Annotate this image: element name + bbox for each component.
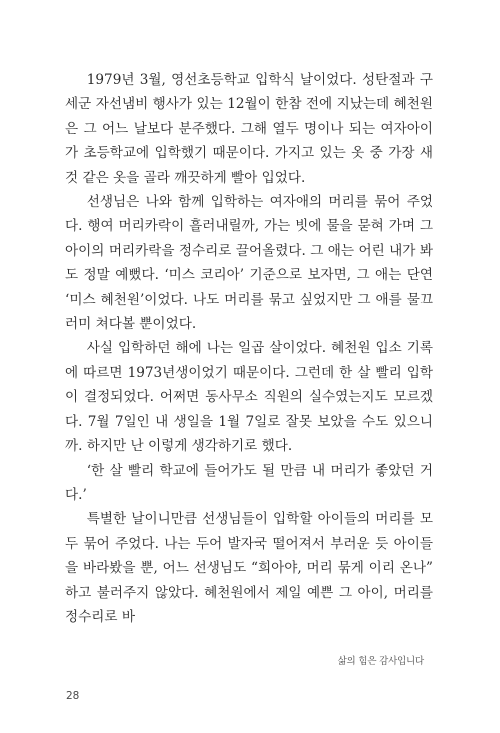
paragraph-5: 특별한 날이니만큼 선생님들이 입학할 아이들의 머리를 모두 묶어 주었다. 나는 두어 발자국 떨어져서 부러운 듯 아이들을 바라봤을 뿐, 어느 선생님도 “희아야, 머리 묶게 이리 온나” 하고 불러주지 않았다. 혜천원에서 제일 예쁜 그 아이, 머리를 정수리로 바	[65, 511, 433, 625]
body-text	[65, 68, 433, 629]
paragraph-1: 1979년 3월, 영선초등학교 입학식 날이었다. 성탄절과 구세군 자선냄비 행사가 있는 12월이 한참 전에 지났는데 혜천원은 그 어느 날보다 분주했다. 그해 열두 명이나 되는 여자아이가 초등학교에 입학했기 때문이다. 가지고 있는 옷 중 가장 새것 같은 옷을 골라 깨끗하게 빨아 입었다.	[65, 72, 433, 186]
running-title: 삶의 힘은 감사입니다	[337, 656, 424, 667]
paragraph-3: 사실 입학하던 해에 나는 일곱 살이었다. 혜천원 입소 기록에 따르면 1973년생이었기 때문이다. 그런데 한 살 빨리 입학이 결정되었다. 어쩌면 동사무소 직원의 실수였는지도 모르겠다. 7월 7일인 내 생일을 1월 7일로 잘못 보았을 수도 있으니까. 하지만 난 이렇게 생각하기로 했다.	[65, 340, 433, 455]
page-number: 28	[66, 690, 80, 702]
paragraph-4: ‘한 살 빨리 학교에 들어가도 될 만큼 내 머리가 좋았던 거다.’	[65, 462, 433, 503]
paragraph-2: 선생님은 나와 함께 입학하는 여자애의 머리를 묶어 주었다. 행여 머리카락이 흘러내릴까, 가는 빗에 물을 묻혀 가며 그 아이의 머리카락을 정수리로 끌어올렸다. 그 애는 어린 내가 봐도 정말 예뻤다. ‘미스 코리아’ 기준으로 보자면, 그 애는 단연 ‘미스 혜천원’이었다. 나도 머리를 묶고 싶었지만 그 애를 물끄러미 쳐다볼 뿐이었다.	[65, 194, 433, 333]
